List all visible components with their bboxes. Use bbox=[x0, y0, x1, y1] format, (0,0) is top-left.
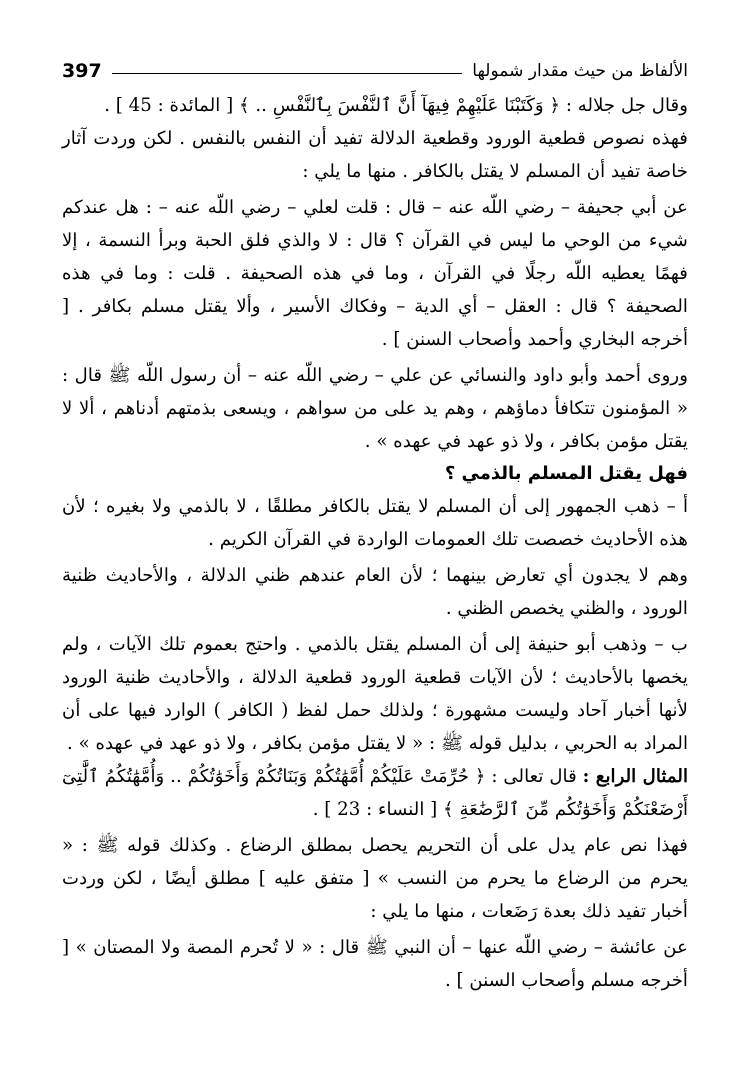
paragraph-texts-definitive: فهذه نصوص قطعية الورود وقطعية الدلالة تفيد أن النفس بالنفس . لكن وردت آثار خاصة تفيد أن المسلم لا يقتل بالكافر . منها ما يلي : bbox=[62, 128, 688, 182]
paragraph-quran-maidah: وقال جل جلاله : ﴿ وَكَتَبْنَا عَلَيْهِمْ فِيهَآ أَنَّ ٱلنَّفْسَ بِٱلنَّفْسِ .. ﴾ [ المائدة : 45 ] . bbox=[104, 95, 688, 116]
page-header bbox=[62, 56, 688, 86]
header-rule bbox=[112, 73, 463, 74]
paragraph-no-conflict: وهم لا يجدون أي تعارض بينهما ؛ لأن العام عندهم ظني الدلالة ، والأحاديث ظنية الورود ، والظني يخصص الظني . bbox=[62, 565, 688, 619]
running-title: الألفاظ من حيث مقدار شمولها bbox=[472, 61, 688, 81]
paragraph-fourth-example bbox=[62, 760, 688, 826]
page-number: 397 bbox=[62, 60, 102, 82]
paragraph-aisha-hadith: عن عائشة – رضي اللّه عنها – أن النبي ﷺ قال : « لا تُحرم المصة ولا المصتان » [ أخرجه مسلم وأصحاب السنن ] . bbox=[62, 937, 688, 991]
paragraph-majority-view: أ – ذهب الجمهور إلى أن المسلم لا يقتل بالكافر مطلقًا ، لا بالذمي ولا بغيره ؛ لأن هذه الأحاديث خصصت تلك العمومات الواردة في القرآن الكريم . bbox=[62, 496, 688, 550]
section-heading: فهل يقتل المسلم بالذمي ؟ bbox=[444, 463, 688, 484]
paragraph-abu-hanifa-view: ب – وذهب أبو حنيفة إلى أن المسلم يقتل بالذمي . واحتج بعموم تلك الآيات ، ولم يخصها بالأحاديث ؛ لأن الآيات قطعية الورود قطعية الدلالة ، والأحاديث ظنية الورود لأنها أخبار آحاد وليست مشهورة ؛ ولذلك حمل لفظ ( الكافر ) الوارد فيها على أن المراد به الحربي ، بدليل قوله ﷺ : « لا يقتل مؤمن بكافر ، ولا ذو عهد في عهده » . bbox=[62, 634, 688, 754]
paragraph-breastfeeding: فهذا نص عام يدل على أن التحريم يحصل بمطلق الرضاع . وكذلك قوله ﷺ : « يحرم من الرضاع ما يحرم من النسب » [ متفق عليه ] مطلق أيضًا ، لكن وردت أخبار تفيد ذلك بعدة رَضَعات ، منها ما يلي : bbox=[62, 835, 688, 922]
document-page bbox=[62, 56, 688, 997]
paragraph-abu-juhayfa-hadith: عن أبي جحيفة – رضي اللّه عنه – قال : قلت لعلي – رضي اللّه عنه – : هل عندكم شيء من الوحي ما ليس في القرآن ؟ قال : لا والذي فلق الحبة وبرأ النسمة ، إلا فهمًا يعطيه اللّه رجلًا في القرآن ، وما في هذه الصحيفة . قلت : وما في هذه الصحيفة ؟ قال : العقل – أي الدية – وفكاك الأسير ، وألا يقتل مسلم بكافر . [ أخرجه البخاري وأحمد وأصحاب السنن ] . bbox=[62, 197, 688, 350]
example-text: قال تعالى : ﴿ حُرِّمَتْ عَلَيْكُمْ أُمَّهَٰتُكُمْ وَبَنَاتُكُمْ وَأَخَوَٰتُكُمْ .. وَأُمَّهَٰتُكُمُ ٱلَّٰتِىٓ أَرْضَعْنَكُمْ وَأَخَوَٰتُكُم مِّنَ ٱلرَّضَٰعَةِ ﴾ [ النساء : 23 ] . bbox=[62, 766, 688, 820]
paragraph-ahmad-narration: وروى أحمد وأبو داود والنسائي عن علي – رضي اللّه عنه – أن رسول اللّه ﷺ قال : « المؤمنون تتكافأ دماؤهم ، وهم يد على من سواهم ، ويسعى بذمتهم أدناهم ، ألا لا يقتل مؤمن بكافر ، ولا ذو عهد في عهده » . bbox=[62, 365, 688, 452]
example-label: المثال الرابع : bbox=[582, 766, 688, 787]
